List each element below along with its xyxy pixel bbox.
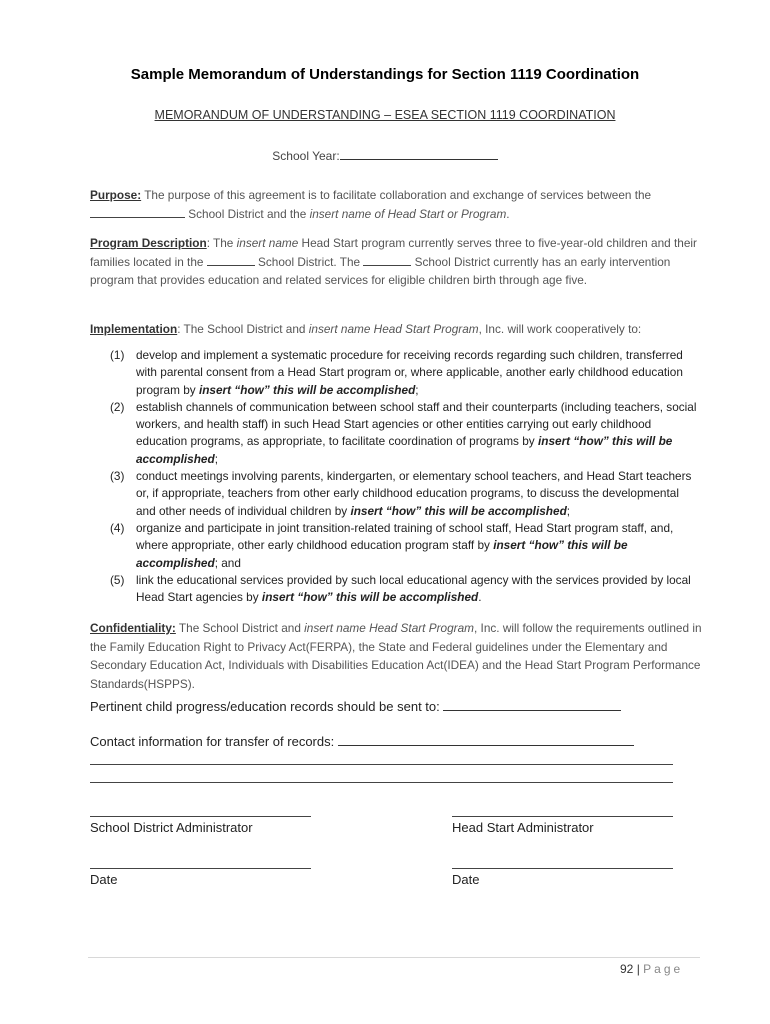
confidentiality-text-2: , Inc. will follow the requirements outlined in the Family Education Right to Privacy Act(FERPA), the State and Federal guidelines under the Elementary and Secondary Education Act, Individuals with Disabilities Education Act(IDEA) and the Head Start Program Performance Standards(HSPPS). <box>90 621 702 691</box>
list-item-number: (3) <box>110 469 125 484</box>
school-year-label: School Year: <box>272 149 340 163</box>
headstart-admin-label: Head Start Administrator <box>452 820 594 835</box>
list-item-end: ; <box>214 451 218 466</box>
confidentiality-placeholder: insert name Head Start Program <box>304 621 474 635</box>
school-year-field <box>0 148 770 163</box>
list-item-body: organize and participate in joint transition-related training of school staff, Head Start program staff, and, where appropriate, other early childhood education program staff by <box>136 520 674 553</box>
list-item-body: establish channels of communication between school staff and their counterparts (including teachers, social workers, and health staff) in such Head Start agencies or other entities carrying out early childhood education programs, as appropriate, to facilitate coordination of programs by <box>136 399 697 449</box>
list-item-text <box>136 468 700 520</box>
list-item-body: link the educational services provided by such local educational agency with the services provided by local Head Start agencies by <box>136 572 691 605</box>
list-item <box>110 468 700 520</box>
list-item-number: (1) <box>110 348 125 362</box>
implementation-placeholder: insert name Head Start Program <box>308 322 479 336</box>
list-item-end: ; <box>566 503 571 518</box>
implementation-text-2: , Inc. will work cooperatively to: <box>478 322 642 336</box>
list-item-placeholder: insert “how” this will be accomplished <box>198 382 416 397</box>
confidentiality-text-1: The School District and <box>175 621 305 635</box>
district-blank <box>90 207 185 218</box>
program-text-3: School District. The <box>254 254 364 269</box>
list-item-placeholder: insert “how” this will be accomplished <box>350 503 567 518</box>
list-item-end: ; <box>415 382 419 397</box>
confidentiality-label: Confidentiality: <box>90 621 176 635</box>
district-blank-3 <box>363 255 411 266</box>
contact-info-line-3 <box>90 782 673 783</box>
implementation-colon: : <box>177 322 181 336</box>
district-blank-2 <box>207 255 255 266</box>
purpose-paragraph <box>90 186 705 223</box>
program-placeholder: insert name <box>236 236 299 250</box>
district-admin-signature-line <box>90 816 311 817</box>
page-footer <box>620 962 683 976</box>
page-title: Sample Memorandum of Understandings for Section 1119 Coordination <box>130 66 640 83</box>
list-item-placeholder: insert “how” this will be accomplished <box>136 538 628 570</box>
program-text-2: Head Start program currently serves three to five-year-old children and their families located in the <box>90 236 697 269</box>
records-destination-blank <box>443 698 621 711</box>
headstart-admin-signature-line <box>452 816 673 817</box>
implementation-label: Implementation <box>90 322 178 336</box>
list-item-text <box>136 347 700 399</box>
purpose-text-2: School District and the <box>185 206 310 221</box>
program-text-4: School District currently has an early intervention program that provides education and related services for eligible children birth through age five. <box>90 254 671 287</box>
list-item-end: . <box>478 590 482 605</box>
list-item-number: (5) <box>110 572 125 587</box>
purpose-end: . <box>506 206 510 221</box>
list-item <box>110 347 700 399</box>
list-item-placeholder: insert “how” this will be accomplished <box>136 434 673 466</box>
list-item <box>110 520 700 572</box>
contact-info-field <box>90 733 634 749</box>
implementation-text-1: The School District and <box>180 322 309 336</box>
contact-info-label: Contact information for transfer of records: <box>90 734 335 749</box>
list-item <box>110 399 700 468</box>
footer-separator: | <box>633 962 644 976</box>
list-item-body: develop and implement a systematic procedure for receiving records regarding such children, transferred with parental consent from a Head Start program or, where applicable, another early childhood education program by <box>136 348 683 397</box>
district-date-label: Date <box>90 872 118 887</box>
program-colon: : <box>206 236 210 250</box>
school-year-blank <box>340 148 498 160</box>
headstart-date-label: Date <box>452 872 480 887</box>
purpose-label: Purpose: <box>90 188 142 202</box>
program-description-label: Program Description <box>90 236 207 250</box>
footer-divider <box>88 957 700 958</box>
implementation-list <box>110 347 700 606</box>
confidentiality-paragraph <box>90 619 705 693</box>
list-item-text <box>136 520 700 572</box>
records-destination-label: Pertinent child progress/education records should be sent to: <box>90 699 440 714</box>
list-item <box>110 572 700 607</box>
list-item-number: (4) <box>110 520 125 535</box>
list-item-end: ; and <box>214 555 241 570</box>
implementation-paragraph <box>90 320 705 339</box>
program-description-paragraph <box>90 234 705 290</box>
list-item-number: (2) <box>110 399 125 414</box>
list-item-text <box>136 399 700 468</box>
purpose-text: The purpose of this agreement is to facilitate collaboration and exchange of services between the <box>141 188 652 202</box>
list-item-text <box>136 572 700 607</box>
headstart-date-line <box>452 868 673 869</box>
list-item-placeholder: insert “how” this will be accomplished <box>261 590 479 605</box>
district-date-line <box>90 868 311 869</box>
page-number: 92 <box>620 962 634 976</box>
memo-subtitle: MEMORANDUM OF UNDERSTANDING – ESEA SECTION 1119 COORDINATION <box>154 108 616 122</box>
program-text-1: The <box>209 236 237 250</box>
purpose-placeholder: insert name of Head Start or Program <box>309 206 507 221</box>
list-item-body: conduct meetings involving parents, kindergarten, or elementary school teachers, and Head Start teachers or, if appropriate, teachers from other early childhood education programs, to discuss the developmental and other needs of individual children by <box>136 469 692 518</box>
contact-info-line-2 <box>90 764 673 765</box>
page-word: Page <box>643 962 684 976</box>
contact-info-blank <box>338 733 634 746</box>
district-admin-label: School District Administrator <box>90 820 253 835</box>
records-destination-field <box>90 698 621 714</box>
